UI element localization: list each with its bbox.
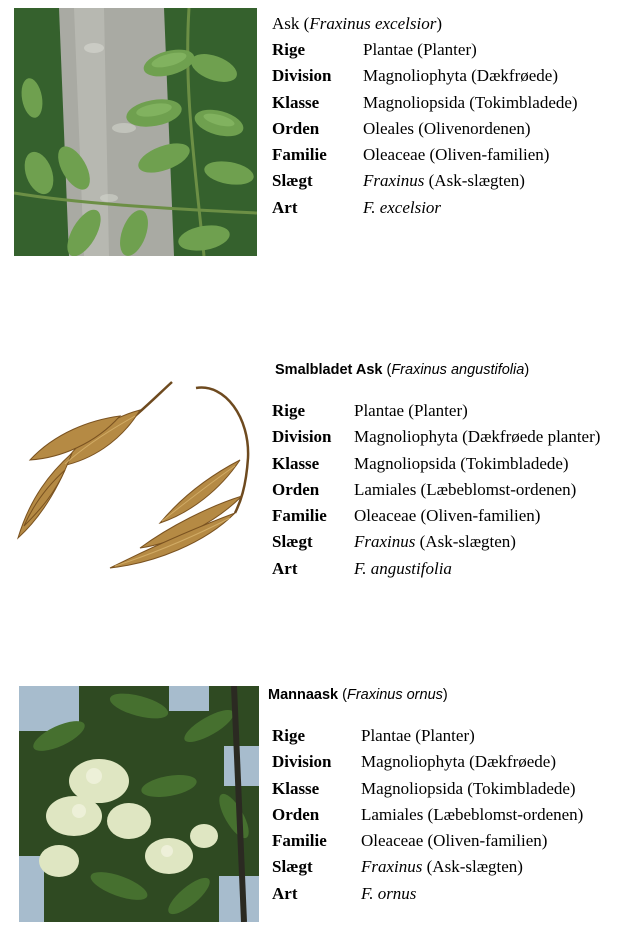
rank-value: Magnoliopsida (Tokimbladede) <box>363 92 578 112</box>
ash-seeds-photo <box>10 378 252 575</box>
rank-label: Art <box>272 558 298 578</box>
common-name: Smalbladet Ask <box>275 362 383 378</box>
rank-value: Magnoliophyta (Dækfrøede) <box>361 752 556 772</box>
rank-value: F. ornus <box>361 883 417 903</box>
rank-value: Lamiales (Læbeblomst-ordenen) <box>354 479 577 499</box>
rank-value: Oleaceae (Oliven-familien) <box>363 145 550 165</box>
rank-label: Slægt <box>272 532 313 552</box>
rank-label: Art <box>272 883 298 903</box>
rank-value: Lamiales (Læbeblomst-ordenen) <box>361 804 584 824</box>
rank-label: Rige <box>272 401 306 420</box>
rank-value: Oleales (Olivenordenen) <box>363 118 531 138</box>
rank-value: F. angustifolia <box>354 558 452 578</box>
ash-leaves-photo <box>14 8 257 256</box>
rank-label: Rige <box>272 726 306 745</box>
common-name: Ask <box>272 14 300 33</box>
rank-label: Familie <box>272 831 327 851</box>
rank-label: Division <box>272 66 332 86</box>
entry-title-ask: Ask (Fraxinus excelsior) <box>272 14 442 33</box>
rank-value: Magnoliopsida (Tokimbladede) <box>354 453 569 473</box>
rank-label: Division <box>272 752 332 772</box>
rank-label: Familie <box>272 145 327 165</box>
rank-label: Orden <box>272 118 320 138</box>
rank-value: Plantae (Planter) <box>354 401 468 420</box>
rank-label: Klasse <box>272 92 320 112</box>
entry-title-mannaask: Mannaask (Fraxinus ornus) <box>268 687 448 703</box>
manna-ash-flowers-photo <box>19 686 259 922</box>
rank-value: Oleaceae (Oliven-familien) <box>354 506 541 526</box>
rank-label: Klasse <box>272 778 320 798</box>
rank-label: Slægt <box>272 171 313 191</box>
rank-label: Familie <box>272 506 327 526</box>
rank-label: Division <box>272 427 332 447</box>
rank-value: Magnoliophyta (Dækfrøede) <box>363 66 558 86</box>
rank-label: Orden <box>272 804 320 824</box>
rank-label: Slægt <box>272 857 313 877</box>
scientific-name: Fraxinus angustifolia <box>391 362 525 378</box>
entry-title-smalbladet-ask: Smalbladet Ask (Fraxinus angustifolia) <box>275 362 530 378</box>
rank-label: Art <box>272 197 298 217</box>
rank-value: F. excelsior <box>363 197 442 217</box>
rank-value: Oleaceae (Oliven-familien) <box>361 831 548 851</box>
rank-value: Magnoliopsida (Tokimbladede) <box>361 778 576 798</box>
rank-value: Fraxinus (Ask-slægten) <box>361 857 523 877</box>
rank-label: Klasse <box>272 453 320 473</box>
rank-label: Rige <box>272 40 306 59</box>
rank-label: Orden <box>272 479 320 499</box>
scientific-name: Fraxinus excelsior <box>309 14 437 33</box>
rank-value: Fraxinus (Ask-slægten) <box>354 532 516 552</box>
rank-value: Plantae (Planter) <box>363 40 477 59</box>
rank-value: Plantae (Planter) <box>361 726 475 745</box>
scientific-name: Fraxinus ornus <box>346 687 443 703</box>
rank-value: Magnoliophyta (Dækfrøede planter) <box>354 427 601 447</box>
common-name: Mannaask <box>268 687 339 703</box>
rank-value: Fraxinus (Ask-slægten) <box>363 171 525 191</box>
